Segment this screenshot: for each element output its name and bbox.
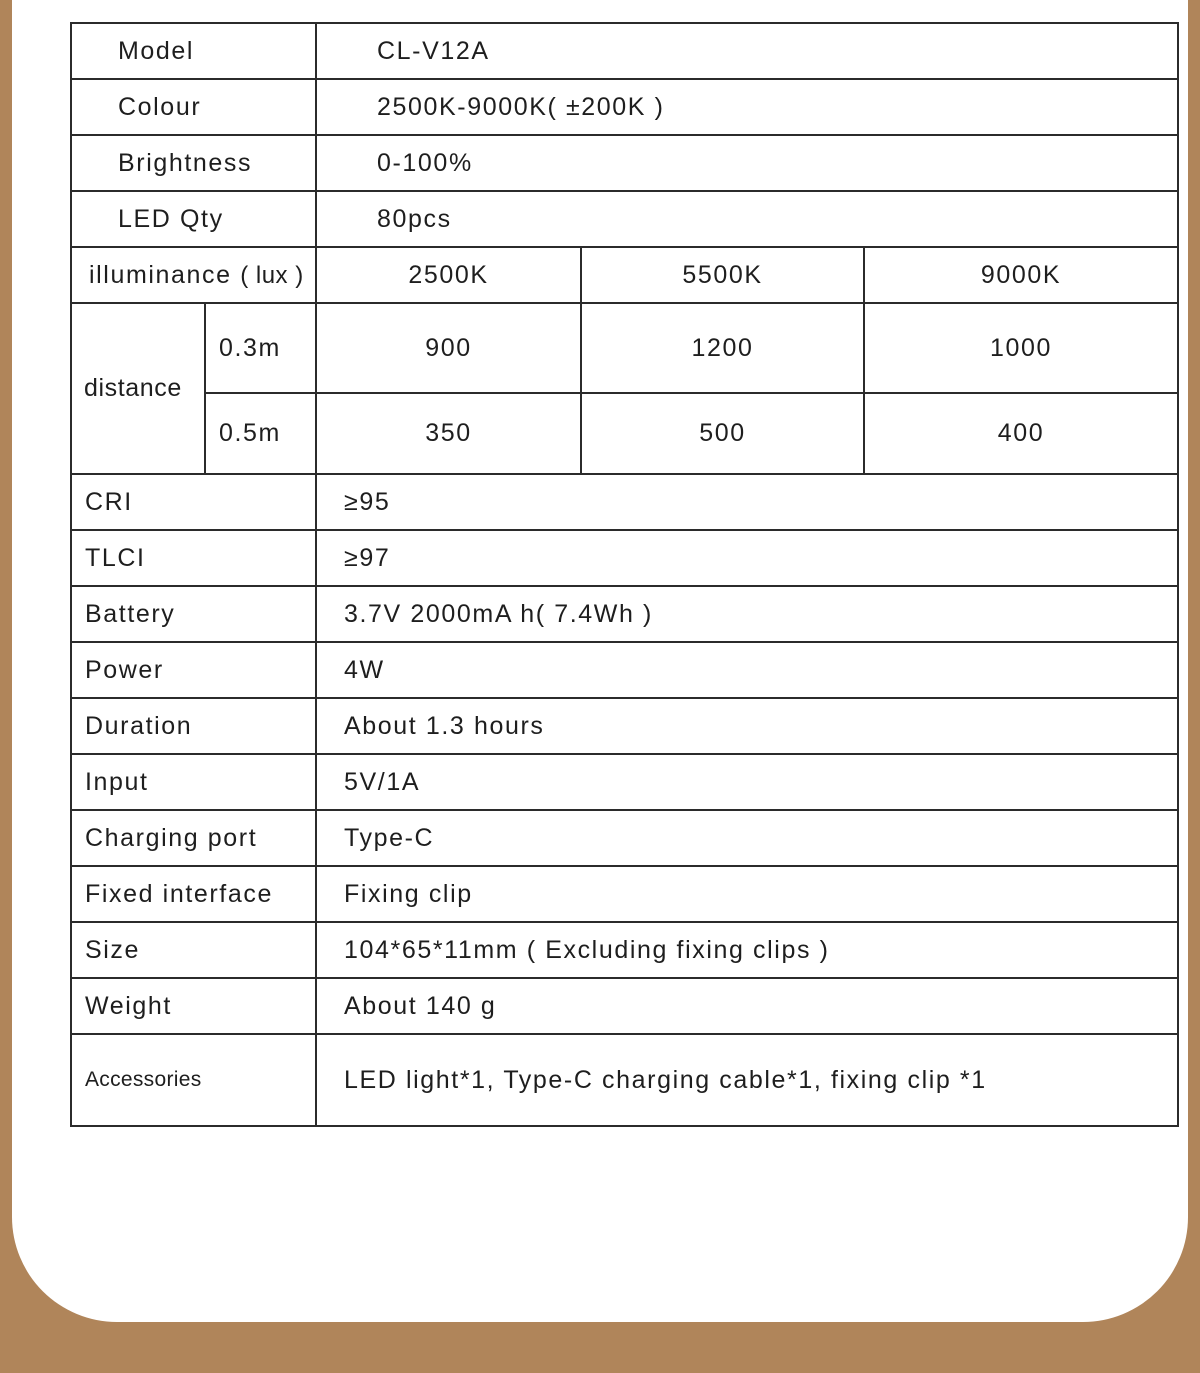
distance-label: distance bbox=[71, 303, 205, 474]
table-row bbox=[71, 810, 1178, 866]
spec-value-model: CL-V12A bbox=[316, 23, 1178, 79]
table-row bbox=[71, 922, 1178, 978]
lux-value: 1200 bbox=[581, 303, 864, 393]
illuminance-text: illuminance bbox=[89, 260, 232, 289]
table-row bbox=[71, 586, 1178, 642]
illuminance-label bbox=[71, 247, 316, 303]
spec-value-tlci: ≥97 bbox=[316, 530, 1178, 586]
spec-label-charging-port: Charging port bbox=[71, 810, 316, 866]
distance-value-0-5m: 0.5m bbox=[205, 393, 316, 474]
spec-value-size: 104*65*11mm ( Excluding fixing clips ) bbox=[316, 922, 1178, 978]
spec-card bbox=[12, 0, 1188, 1322]
spec-label-brightness: Brightness bbox=[71, 135, 316, 191]
table-row bbox=[71, 135, 1178, 191]
spec-label-battery: Battery bbox=[71, 586, 316, 642]
illuminance-row-0-5m bbox=[71, 393, 1178, 474]
spec-value-duration: About 1.3 hours bbox=[316, 698, 1178, 754]
spec-value-led-qty: 80pcs bbox=[316, 191, 1178, 247]
table-row bbox=[71, 866, 1178, 922]
lux-value: 1000 bbox=[864, 303, 1178, 393]
table-row bbox=[71, 530, 1178, 586]
spec-value-cri: ≥95 bbox=[316, 474, 1178, 530]
lux-value: 500 bbox=[581, 393, 864, 474]
table-row bbox=[71, 698, 1178, 754]
spec-label-fixed-interface: Fixed interface bbox=[71, 866, 316, 922]
spec-label-led-qty: LED Qty bbox=[71, 191, 316, 247]
spec-label-tlci: TLCI bbox=[71, 530, 316, 586]
spec-value-colour: 2500K-9000K( ±200K ) bbox=[316, 79, 1178, 135]
illuminance-header-row bbox=[71, 247, 1178, 303]
spec-value-battery: 3.7V 2000mA h( 7.4Wh ) bbox=[316, 586, 1178, 642]
spec-label-input: Input bbox=[71, 754, 316, 810]
spec-value-input: 5V/1A bbox=[316, 754, 1178, 810]
table-row bbox=[71, 1034, 1178, 1126]
table-row bbox=[71, 79, 1178, 135]
illuminance-col-9000k: 9000K bbox=[864, 247, 1178, 303]
spec-value-brightness: 0-100% bbox=[316, 135, 1178, 191]
illuminance-row-0-3m bbox=[71, 303, 1178, 393]
lux-value: 400 bbox=[864, 393, 1178, 474]
table-row bbox=[71, 642, 1178, 698]
table-row bbox=[71, 23, 1178, 79]
spec-label-colour: Colour bbox=[71, 79, 316, 135]
illuminance-col-2500k: 2500K bbox=[316, 247, 581, 303]
spec-value-charging-port: Type-C bbox=[316, 810, 1178, 866]
spec-label-accessories: Accessories bbox=[71, 1034, 316, 1126]
spec-table bbox=[70, 22, 1179, 1127]
spec-value-accessories: LED light*1, Type-C charging cable*1, fixing clip *1 bbox=[316, 1034, 1178, 1126]
spec-value-weight: About 140 g bbox=[316, 978, 1178, 1034]
spec-label-weight: Weight bbox=[71, 978, 316, 1034]
illuminance-col-5500k: 5500K bbox=[581, 247, 864, 303]
spec-label-cri: CRI bbox=[71, 474, 316, 530]
spec-label-size: Size bbox=[71, 922, 316, 978]
table-row bbox=[71, 978, 1178, 1034]
distance-value-0-3m: 0.3m bbox=[205, 303, 316, 393]
spec-label-power: Power bbox=[71, 642, 316, 698]
illuminance-unit: ( lux ) bbox=[240, 261, 304, 289]
spec-value-power: 4W bbox=[316, 642, 1178, 698]
lux-value: 350 bbox=[316, 393, 581, 474]
table-row bbox=[71, 474, 1178, 530]
table-row bbox=[71, 191, 1178, 247]
spec-label-duration: Duration bbox=[71, 698, 316, 754]
table-row bbox=[71, 754, 1178, 810]
spec-label-model: Model bbox=[71, 23, 316, 79]
spec-value-fixed-interface: Fixing clip bbox=[316, 866, 1178, 922]
lux-value: 900 bbox=[316, 303, 581, 393]
